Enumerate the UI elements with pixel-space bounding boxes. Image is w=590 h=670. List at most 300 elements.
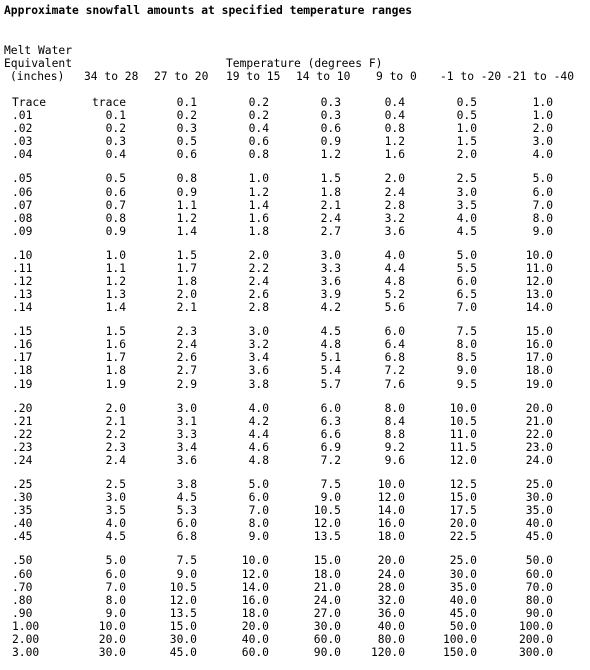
- snowfall-cell: 1.0: [456, 122, 477, 136]
- snowfall-cell: 28.0: [377, 580, 405, 594]
- snowfall-cell: 21.0: [525, 414, 553, 428]
- snowfall-cell: 8.0: [384, 401, 405, 415]
- snowfall-cell: 2.5: [105, 478, 126, 491]
- snowfall-cell: 3.6: [248, 364, 269, 378]
- snowfall-cell: 16.0: [525, 338, 553, 352]
- table-row: [0, 301, 590, 314]
- melt-water-cell: .25: [12, 478, 33, 491]
- snowfall-cell: 45.0: [449, 606, 477, 620]
- snowfall-cell: 2.1: [320, 198, 341, 212]
- snowfall-cell: 200.0: [518, 632, 553, 646]
- snowfall-cell: 1.1: [105, 261, 126, 275]
- snowfall-cell: 11.0: [449, 427, 477, 441]
- snowfall-cell: 14.0: [377, 504, 405, 518]
- table-row: [0, 646, 590, 659]
- snowfall-cell: 15.0: [313, 554, 341, 568]
- table-row: [0, 172, 590, 185]
- snowfall-cell: 0.4: [384, 109, 405, 123]
- snowfall-cell: 14.0: [241, 580, 269, 594]
- table-row: [0, 441, 590, 454]
- snowfall-cell: 7.5: [456, 325, 477, 339]
- melt-water-cell: .18: [12, 364, 33, 378]
- snowfall-cell: 100.0: [442, 632, 477, 646]
- snowfall-cell: 0.8: [248, 148, 269, 162]
- snowfall-cell: 3.4: [176, 440, 197, 454]
- snowfall-cell: 1.8: [105, 364, 126, 378]
- melt-water-cell: .90: [12, 606, 33, 620]
- snowfall-cell: 25.0: [525, 478, 553, 491]
- snowfall-cell: 9.0: [105, 606, 126, 620]
- snowfall-cell: 0.8: [176, 172, 197, 186]
- snowfall-cell: 300.0: [518, 646, 553, 659]
- table-row: [0, 212, 590, 225]
- snowfall-cell: 3.0: [532, 135, 553, 149]
- snowfall-cell: 1.2: [320, 148, 341, 162]
- snowfall-cell: 3.0: [105, 491, 126, 505]
- snowfall-cell: 3.6: [176, 453, 197, 467]
- snowfall-cell: 9.0: [176, 567, 197, 581]
- snowfall-cell: 2.6: [248, 288, 269, 301]
- snowfall-cell: 45.0: [169, 646, 197, 659]
- snowfall-cell: 7.5: [176, 554, 197, 568]
- table-row: [0, 225, 590, 238]
- snowfall-cell: 5.7: [320, 377, 341, 391]
- snowfall-cell: 14.0: [525, 301, 553, 315]
- snowfall-cell: 18.0: [377, 530, 405, 544]
- snowfall-cell: 4.0: [384, 248, 405, 262]
- snowfall-cell: 24.0: [313, 593, 341, 607]
- table-row: [0, 581, 590, 594]
- snowfall-cell: 35.0: [449, 580, 477, 594]
- snowfall-cell: 2.2: [248, 261, 269, 275]
- snowfall-cell: 4.8: [384, 275, 405, 288]
- melt-water-cell: .40: [12, 517, 33, 531]
- snowfall-cell: 13.5: [313, 530, 341, 544]
- snowfall-cell: 2.0: [105, 401, 126, 415]
- table-row: [0, 351, 590, 364]
- snowfall-cell: 2.0: [176, 288, 197, 301]
- melt-water-cell: .03: [12, 135, 33, 149]
- snowfall-cell: 3.0: [320, 248, 341, 262]
- snowfall-cell: 8.5: [456, 351, 477, 365]
- snowfall-cell: 0.3: [320, 109, 341, 123]
- table-row: [0, 607, 590, 620]
- snowfall-cell: 1.2: [105, 275, 126, 288]
- snowfall-cell: 90.0: [313, 646, 341, 659]
- snowfall-cell: 4.0: [456, 211, 477, 225]
- table-row: [0, 325, 590, 338]
- snowfall-cell: 8.0: [248, 517, 269, 531]
- snowfall-cell: 4.6: [248, 440, 269, 454]
- snowfall-cell: 1.3: [105, 288, 126, 301]
- snowfall-cell: 15.0: [449, 491, 477, 505]
- table-row: [0, 491, 590, 504]
- table-row: [0, 402, 590, 415]
- snowfall-cell: 0.4: [105, 148, 126, 162]
- snowfall-cell: 4.5: [320, 325, 341, 339]
- snowfall-cell: 9.0: [320, 491, 341, 505]
- snowfall-cell: 100.0: [518, 619, 553, 633]
- snowfall-cell: 1.1: [176, 198, 197, 212]
- snowfall-cell: 40.0: [525, 517, 553, 531]
- snowfall-cell: 0.2: [248, 109, 269, 123]
- snowfall-cell: 22.0: [525, 427, 553, 441]
- melt-water-cell: .19: [12, 377, 33, 391]
- table-row: [0, 199, 590, 212]
- melt-water-cell: .30: [12, 491, 33, 505]
- snowfall-cell: 1.5: [320, 172, 341, 186]
- snowfall-cell: 6.8: [384, 351, 405, 365]
- table-row: [0, 338, 590, 351]
- melt-water-cell: .50: [12, 554, 33, 568]
- snowfall-cell: 2.1: [176, 301, 197, 315]
- table-row: [0, 554, 590, 567]
- snowfall-cell: 2.0: [248, 248, 269, 262]
- snowfall-cell: 1.6: [105, 338, 126, 352]
- column-header: 14 to 10: [296, 70, 351, 83]
- snowfall-cell: 2.9: [176, 377, 197, 391]
- snowfall-cell: 35.0: [525, 504, 553, 518]
- melt-water-cell: 1.00: [12, 619, 40, 633]
- snowfall-cell: 3.9: [320, 288, 341, 301]
- melt-water-header-line3: (inches): [10, 70, 65, 83]
- snowfall-cell: 16.0: [377, 517, 405, 531]
- table-row: [0, 568, 590, 581]
- snowfall-cell: 3.0: [176, 401, 197, 415]
- snowfall-cell: 6.0: [532, 185, 553, 199]
- snowfall-cell: 1.4: [105, 301, 126, 315]
- snowfall-cell: 2.1: [105, 414, 126, 428]
- snowfall-cell: 9.0: [532, 224, 553, 238]
- snowfall-cell: 6.0: [248, 491, 269, 505]
- snowfall-cell: 1.8: [320, 185, 341, 199]
- snowfall-cell: 60.0: [313, 632, 341, 646]
- snowfall-cell: 1.8: [176, 275, 197, 288]
- snowfall-cell: 7.5: [320, 478, 341, 491]
- snowfall-cell: 30.0: [98, 646, 126, 659]
- snowfall-cell: 17.5: [449, 504, 477, 518]
- snowfall-cell: 36.0: [377, 606, 405, 620]
- snowfall-cell: 7.0: [248, 504, 269, 518]
- snowfall-cell: 2.4: [384, 185, 405, 199]
- snowfall-cell: 18.0: [313, 567, 341, 581]
- table-row: [0, 530, 590, 543]
- melt-water-cell: Trace: [12, 96, 47, 109]
- snowfall-cell: 3.8: [248, 377, 269, 391]
- snowfall-cell: 1.0: [105, 248, 126, 262]
- melt-water-cell: .02: [12, 122, 33, 136]
- snowfall-cell: 17.0: [525, 351, 553, 365]
- snowfall-cell: 1.0: [532, 109, 553, 123]
- melt-water-cell: .60: [12, 567, 33, 581]
- snowfall-cell: 10.0: [525, 248, 553, 262]
- melt-water-cell: .04: [12, 148, 33, 162]
- melt-water-cell: .22: [12, 427, 33, 441]
- snowfall-cell: 6.8: [176, 530, 197, 544]
- snowfall-cell: 12.0: [169, 593, 197, 607]
- snowfall-cell: 1.4: [176, 224, 197, 238]
- snowfall-cell: 1.6: [384, 148, 405, 162]
- snowfall-cell: 7.0: [532, 198, 553, 212]
- melt-water-cell: .01: [12, 109, 33, 123]
- table-row: [0, 262, 590, 275]
- snowfall-cell: 7.2: [320, 453, 341, 467]
- snowfall-cell: 4.8: [248, 453, 269, 467]
- snowfall-cell: 2.7: [176, 364, 197, 378]
- snowfall-cell: 12.0: [525, 275, 553, 288]
- snowfall-cell: 40.0: [377, 619, 405, 633]
- snowfall-cell: 20.0: [449, 517, 477, 531]
- snowfall-cell: 6.5: [456, 288, 477, 301]
- snowfall-cell: 18.0: [241, 606, 269, 620]
- snowfall-cell: 0.1: [105, 109, 126, 123]
- snowfall-cell: 0.5: [176, 135, 197, 149]
- snowfall-cell: 5.3: [176, 504, 197, 518]
- snowfall-cell: 12.0: [241, 567, 269, 581]
- snowfall-cell: 12.5: [449, 478, 477, 491]
- snowfall-cell: 5.0: [532, 172, 553, 186]
- snowfall-cell: 150.0: [442, 646, 477, 659]
- snowfall-cell: 22.5: [449, 530, 477, 544]
- snowfall-cell: 0.4: [248, 122, 269, 136]
- snowfall-cell: 1.6: [248, 211, 269, 225]
- melt-water-cell: .24: [12, 453, 33, 467]
- snowfall-cell: 30.0: [313, 619, 341, 633]
- melt-water-cell: .15: [12, 325, 33, 339]
- snowfall-cell: 3.1: [176, 414, 197, 428]
- snowfall-cell: 8.8: [384, 427, 405, 441]
- snowfall-cell: 0.6: [105, 185, 126, 199]
- table-row: [0, 454, 590, 467]
- snowfall-cell: 16.0: [241, 593, 269, 607]
- melt-water-cell: .06: [12, 185, 33, 199]
- snowfall-cell: 0.2: [176, 109, 197, 123]
- snowfall-cell: 2.4: [320, 211, 341, 225]
- snowfall-cell: 7.2: [384, 364, 405, 378]
- snowfall-cell: 6.0: [176, 517, 197, 531]
- snowfall-cell: 10.0: [449, 401, 477, 415]
- snowfall-cell: 8.0: [456, 338, 477, 352]
- snowfall-cell: 24.0: [525, 453, 553, 467]
- snowfall-cell: 24.0: [377, 567, 405, 581]
- snowfall-cell: 4.2: [248, 414, 269, 428]
- table-row: [0, 633, 590, 646]
- snowfall-cell: 2.0: [384, 172, 405, 186]
- snowfall-cell: 4.5: [176, 491, 197, 505]
- snowfall-cell: 50.0: [525, 554, 553, 568]
- snowfall-cell: 90.0: [525, 606, 553, 620]
- snowfall-cell: 3.5: [456, 198, 477, 212]
- snowfall-cell: 8.4: [384, 414, 405, 428]
- snowfall-cell: 9.2: [384, 440, 405, 454]
- table-row: [0, 148, 590, 161]
- snowfall-cell: 18.0: [525, 364, 553, 378]
- snowfall-cell: 1.7: [105, 351, 126, 365]
- snowfall-cell: 60.0: [241, 646, 269, 659]
- table-row: [0, 620, 590, 633]
- snowfall-cell: 7.0: [105, 580, 126, 594]
- snowfall-cell: 27.0: [313, 606, 341, 620]
- melt-water-cell: .12: [12, 275, 33, 288]
- snowfall-cell: 3.8: [176, 478, 197, 491]
- snowfall-cell: 0.8: [105, 211, 126, 225]
- snowfall-cell: 9.0: [456, 364, 477, 378]
- snowfall-cell: 40.0: [449, 593, 477, 607]
- table-row: [0, 517, 590, 530]
- snowfall-cell: 4.0: [105, 517, 126, 531]
- snowfall-cell: 6.0: [384, 325, 405, 339]
- snowfall-cell: 3.3: [320, 261, 341, 275]
- snowfall-cell: 3.3: [176, 427, 197, 441]
- snowfall-cell: 40.0: [241, 632, 269, 646]
- snowfall-cell: 1.0: [532, 96, 553, 109]
- snowfall-cell: 0.9: [176, 185, 197, 199]
- snowfall-cell: 1.7: [176, 261, 197, 275]
- snowfall-cell: 0.7: [105, 198, 126, 212]
- snowfall-cell: 3.2: [248, 338, 269, 352]
- snowfall-cell: 6.0: [105, 567, 126, 581]
- snowfall-cell: 7.0: [456, 301, 477, 315]
- snowfall-cell: 80.0: [377, 632, 405, 646]
- snowfall-cell: trace: [91, 96, 126, 109]
- snowfall-cell: 4.4: [248, 427, 269, 441]
- snowfall-cell: 2.0: [456, 148, 477, 162]
- snowfall-cell: 10.0: [241, 554, 269, 568]
- snowfall-cell: 6.0: [456, 275, 477, 288]
- melt-water-cell: .10: [12, 248, 33, 262]
- snowfall-cell: 0.3: [320, 96, 341, 109]
- snowfall-cell: 10.5: [169, 580, 197, 594]
- snowfall-cell: 0.3: [105, 135, 126, 149]
- snowfall-cell: 1.5: [456, 135, 477, 149]
- snowfall-cell: 0.1: [176, 96, 197, 109]
- snowfall-cell: 0.4: [384, 96, 405, 109]
- table-row: [0, 504, 590, 517]
- melt-water-cell: .16: [12, 338, 33, 352]
- snowfall-cell: 10.5: [449, 414, 477, 428]
- snowfall-cell: 10.5: [313, 504, 341, 518]
- snowfall-cell: 0.6: [320, 122, 341, 136]
- snowfall-cell: 4.2: [320, 301, 341, 315]
- snowfall-cell: 11.5: [449, 440, 477, 454]
- column-header: -21 to -40: [506, 70, 575, 83]
- snowfall-cell: 1.2: [176, 211, 197, 225]
- snowfall-cell: 4.4: [384, 261, 405, 275]
- snowfall-cell: 6.4: [384, 338, 405, 352]
- snowfall-cell: 0.2: [248, 96, 269, 109]
- table-row: [0, 122, 590, 135]
- column-header: -1 to -20: [440, 70, 502, 83]
- snowfall-cell: 6.0: [320, 401, 341, 415]
- table-row: [0, 249, 590, 262]
- snowfall-cell: 3.6: [384, 224, 405, 238]
- melt-water-cell: .07: [12, 198, 33, 212]
- snowfall-cell: 9.0: [248, 530, 269, 544]
- snowfall-cell: 30.0: [449, 567, 477, 581]
- snowfall-cell: 0.9: [105, 224, 126, 238]
- snowfall-cell: 0.6: [176, 148, 197, 162]
- snowfall-cell: 1.5: [105, 325, 126, 339]
- snowfall-cell: 6.6: [320, 427, 341, 441]
- snowfall-cell: 6.9: [320, 440, 341, 454]
- snowfall-cell: 5.0: [105, 554, 126, 568]
- snowfall-cell: 6.3: [320, 414, 341, 428]
- snowfall-cell: 5.6: [384, 301, 405, 315]
- snowfall-cell: 0.3: [176, 122, 197, 136]
- snowfall-cell: 8.0: [532, 211, 553, 225]
- melt-water-cell: .05: [12, 172, 33, 186]
- snowfall-cell: 20.0: [525, 401, 553, 415]
- snowfall-cell: 1.8: [248, 224, 269, 238]
- melt-water-cell: .80: [12, 593, 33, 607]
- snowfall-cell: 9.5: [456, 377, 477, 391]
- snowfall-cell: 70.0: [525, 580, 553, 594]
- snowfall-cell: 50.0: [449, 619, 477, 633]
- snowfall-cell: 10.0: [377, 478, 405, 491]
- melt-water-cell: .11: [12, 261, 33, 275]
- snowfall-cell: 5.5: [456, 261, 477, 275]
- melt-water-cell: .09: [12, 224, 33, 238]
- snowfall-cell: 1.0: [248, 172, 269, 186]
- snowfall-cell: 30.0: [169, 632, 197, 646]
- melt-water-cell: .21: [12, 414, 33, 428]
- snowfall-cell: 2.4: [248, 275, 269, 288]
- melt-water-cell: .14: [12, 301, 33, 315]
- snowfall-cell: 3.0: [456, 185, 477, 199]
- snowfall-cell: 3.4: [248, 351, 269, 365]
- snowfall-cell: 3.6: [320, 275, 341, 288]
- table-row: [0, 364, 590, 377]
- snowfall-cell: 1.2: [248, 185, 269, 199]
- melt-water-cell: .23: [12, 440, 33, 454]
- table-row: [0, 594, 590, 607]
- melt-water-header-line1: Melt Water: [4, 44, 73, 57]
- snowfall-cell: 1.2: [384, 135, 405, 149]
- table-row: [0, 135, 590, 148]
- snowfall-cell: 30.0: [525, 491, 553, 505]
- snowfall-cell: 3.5: [105, 504, 126, 518]
- melt-water-cell: .17: [12, 351, 33, 365]
- melt-water-cell: .13: [12, 288, 33, 301]
- table-row: [0, 478, 590, 491]
- snowfall-cell: 2.8: [248, 301, 269, 315]
- snowfall-cell: 0.5: [456, 109, 477, 123]
- snowfall-cell: 23.0: [525, 440, 553, 454]
- snowfall-cell: 25.0: [449, 554, 477, 568]
- column-header: 34 to 28: [84, 70, 139, 83]
- snowfall-cell: 20.0: [98, 632, 126, 646]
- snowfall-cell: 2.4: [176, 338, 197, 352]
- snowfall-cell: 20.0: [377, 554, 405, 568]
- table-row: [0, 288, 590, 301]
- snowfall-cell: 45.0: [525, 530, 553, 544]
- snowfall-cell: 3.0: [248, 325, 269, 339]
- table-row: [0, 186, 590, 199]
- snowfall-cell: 12.0: [313, 517, 341, 531]
- snowfall-cell: 0.6: [248, 135, 269, 149]
- snowfall-cell: 15.0: [169, 619, 197, 633]
- melt-water-cell: 3.00: [12, 646, 40, 659]
- snowfall-cell: 4.5: [456, 224, 477, 238]
- snowfall-cell: 4.0: [532, 148, 553, 162]
- snowfall-cell: 0.8: [384, 122, 405, 136]
- snowfall-cell: 2.4: [105, 453, 126, 467]
- snowfall-cell: 5.0: [248, 478, 269, 491]
- snowfall-cell: 1.4: [248, 198, 269, 212]
- snowfall-cell: 2.5: [456, 172, 477, 186]
- snowfall-cell: 0.2: [105, 122, 126, 136]
- table-row: [0, 96, 590, 109]
